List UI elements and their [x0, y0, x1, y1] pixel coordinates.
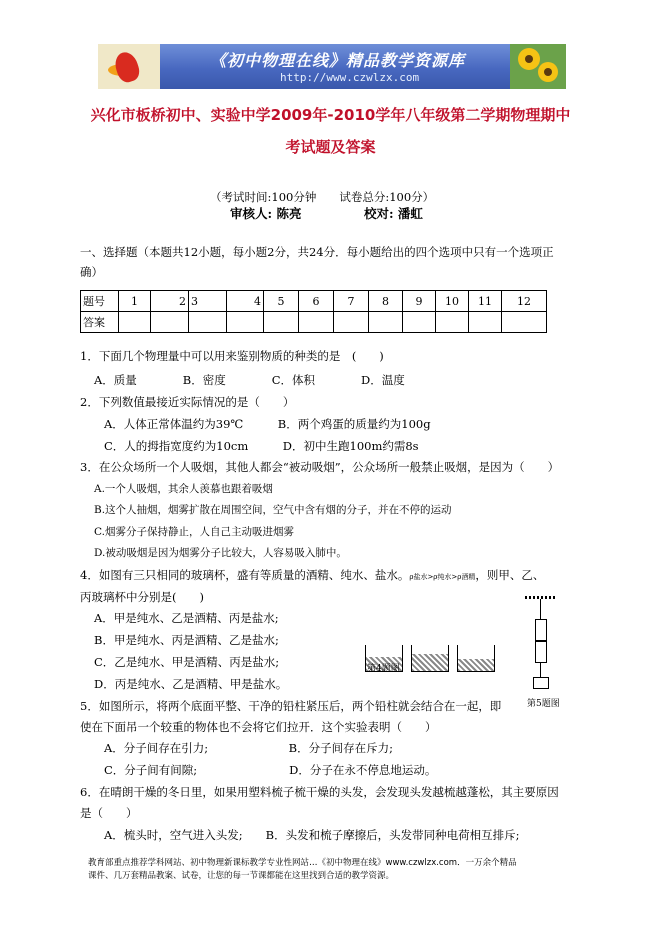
- table-row: [81, 312, 547, 333]
- footer-line-1: 教育部重点推荐学科网站、初中物理新课标教学专业性网站…《初中物理在线》www.czwlzx.com．一万余个精品: [88, 858, 517, 868]
- question-4-option-d: D．丙是纯水、乙是酒精、甲是盐水。: [94, 677, 288, 691]
- question-4-option-c: C．乙是纯水、甲是酒精、丙是盐水;: [94, 655, 280, 669]
- answer-cell[interactable]: [119, 312, 151, 333]
- answer-table: [80, 290, 547, 333]
- answer-cell[interactable]: [264, 312, 299, 333]
- question-3-option-b: B.这个人抽烟，烟雾扩散在周围空间，空气中含有烟的分子，并在不停的运动: [94, 504, 452, 516]
- answer-cell[interactable]: [403, 312, 436, 333]
- question-1-stem: 1．下面几个物理量中可以用来鉴别物质的种类的是 ( ): [80, 349, 384, 363]
- question-4-stem-tail: ，则甲、乙、: [475, 568, 545, 582]
- beaker-bing: [457, 645, 495, 672]
- footer-line-2: 课件、几万套精品教案、试卷，让您的每一节课都能在这里找到合适的教学资源。: [88, 871, 395, 881]
- table-cell: 10: [436, 291, 469, 312]
- question-3-option-d: D.被动吸烟是因为烟雾分子比较大，人容易吸入肺中。: [94, 547, 347, 559]
- answer-cell[interactable]: [502, 312, 547, 333]
- table-cell: 5: [264, 291, 299, 312]
- figure-4-caption: 第4题图: [367, 664, 400, 674]
- answer-cell[interactable]: [151, 312, 189, 333]
- table-cell: 6: [299, 291, 334, 312]
- question-4-option-a: A．甲是纯水、乙是酒精、丙是盐水;: [94, 611, 279, 625]
- question-2-options-cd: C．人的拇指宽度约为10cm D．初中生跑100m约需8s: [104, 439, 419, 453]
- table-cell: 12: [502, 291, 547, 312]
- document-title-cont: 考试题及答案: [285, 138, 376, 156]
- answer-cell[interactable]: [299, 312, 334, 333]
- question-6-stem-cont: 是（ ）: [80, 806, 138, 820]
- exam-info: （考试时间:100分钟 试卷总分:100分）: [210, 190, 435, 204]
- question-2-options-ab: A．人体正常体温约为39℃ B．两个鸡蛋的质量约为100g: [104, 417, 431, 431]
- question-3-option-a: A.一个人吸烟，其余人羡慕也跟着吸烟: [94, 483, 273, 495]
- reviewer-line: 审核人: 陈亮 校对: 潘虹: [230, 206, 423, 221]
- question-5-stem: 5．如图所示，将两个底面平整、干净的铅柱紧压后，两个铅柱就会结合在一起，即: [80, 699, 502, 713]
- table-cell: 7: [334, 291, 369, 312]
- question-5-stem-cont: 使在下面吊一个较重的物体也不会将它们拉开．这个实验表明（ ）: [80, 720, 437, 734]
- question-3-option-c: C.烟雾分子保持静止，人自己主动吸进烟雾: [94, 526, 294, 538]
- question-4-stem-cont: 丙玻璃杯中分别是( ): [80, 590, 204, 604]
- table-cell: 4: [227, 291, 264, 312]
- question-4-stem: [80, 568, 544, 584]
- section-heading: 一、选择题（本题共12小题，每小题2分，共24分．每小题给出的四个选项中只有一个选项正: [80, 245, 554, 259]
- density-note: ρ盐水>ρ纯水>ρ酒精: [409, 573, 476, 581]
- question-5-options-ab: A．分子间存在引力; B．分子间存在斥力;: [104, 741, 394, 755]
- question-6-stem: 6．在晴朗干燥的冬日里，如果用塑料梳子梳干燥的头发，会发现头发越梳越蓬松，其主要原因: [80, 785, 559, 799]
- question-1-options: A．质量 B．密度 C．体积 D．温度: [94, 373, 405, 387]
- beaker-yi: [411, 645, 449, 672]
- table-cell: 1: [119, 291, 151, 312]
- figure-5-caption: 第5题图: [527, 699, 560, 709]
- banner-title: 《初中物理在线》精品教学资源库: [210, 51, 466, 70]
- section-heading-cont: 确）: [80, 265, 103, 279]
- header-banner: [98, 44, 566, 89]
- question-4-stem-text: 4．如图有三只相同的玻璃杯，盛有等质量的酒精、纯水、盐水。: [80, 568, 410, 582]
- table-cell: 11: [469, 291, 502, 312]
- banner-url[interactable]: http://www.czwlzx.com: [280, 71, 420, 84]
- answer-cell[interactable]: [227, 312, 264, 333]
- question-5-options-cd: C．分子间有间隙; D．分子在永不停息地运动。: [104, 763, 437, 777]
- question-6-options-ab: A．梳头时，空气进入头发; B．头发和梳子摩擦后，头发带同种电荷相互排斥;: [104, 828, 520, 842]
- question-3-stem: 3．在公众场所一个人吸烟，其他人都会“被动吸烟”，公众场所一般禁止吸烟，是因为（ ）: [80, 460, 560, 474]
- answer-cell[interactable]: [189, 312, 227, 333]
- table-cell: 2: [151, 291, 189, 312]
- document-title: 兴化市板桥初中、实验中学2009年-2010学年八年级第二学期物理期中: [90, 106, 571, 124]
- answer-cell[interactable]: [436, 312, 469, 333]
- table-header-cell: 题号: [81, 291, 119, 312]
- question-2-stem: 2．下列数值最接近实际情况的是（ ）: [80, 395, 295, 409]
- site-logo-icon: [98, 44, 160, 89]
- answer-cell[interactable]: [369, 312, 403, 333]
- answer-cell[interactable]: [334, 312, 369, 333]
- sunflower-icon: [510, 44, 566, 89]
- table-row: [81, 291, 547, 312]
- table-cell: 8: [369, 291, 403, 312]
- answer-cell[interactable]: [469, 312, 502, 333]
- table-header-cell: 答案: [81, 312, 119, 333]
- table-cell: 3: [189, 291, 227, 312]
- table-cell: 9: [403, 291, 436, 312]
- question-4-option-b: B．甲是纯水、丙是酒精、乙是盐水;: [94, 633, 279, 647]
